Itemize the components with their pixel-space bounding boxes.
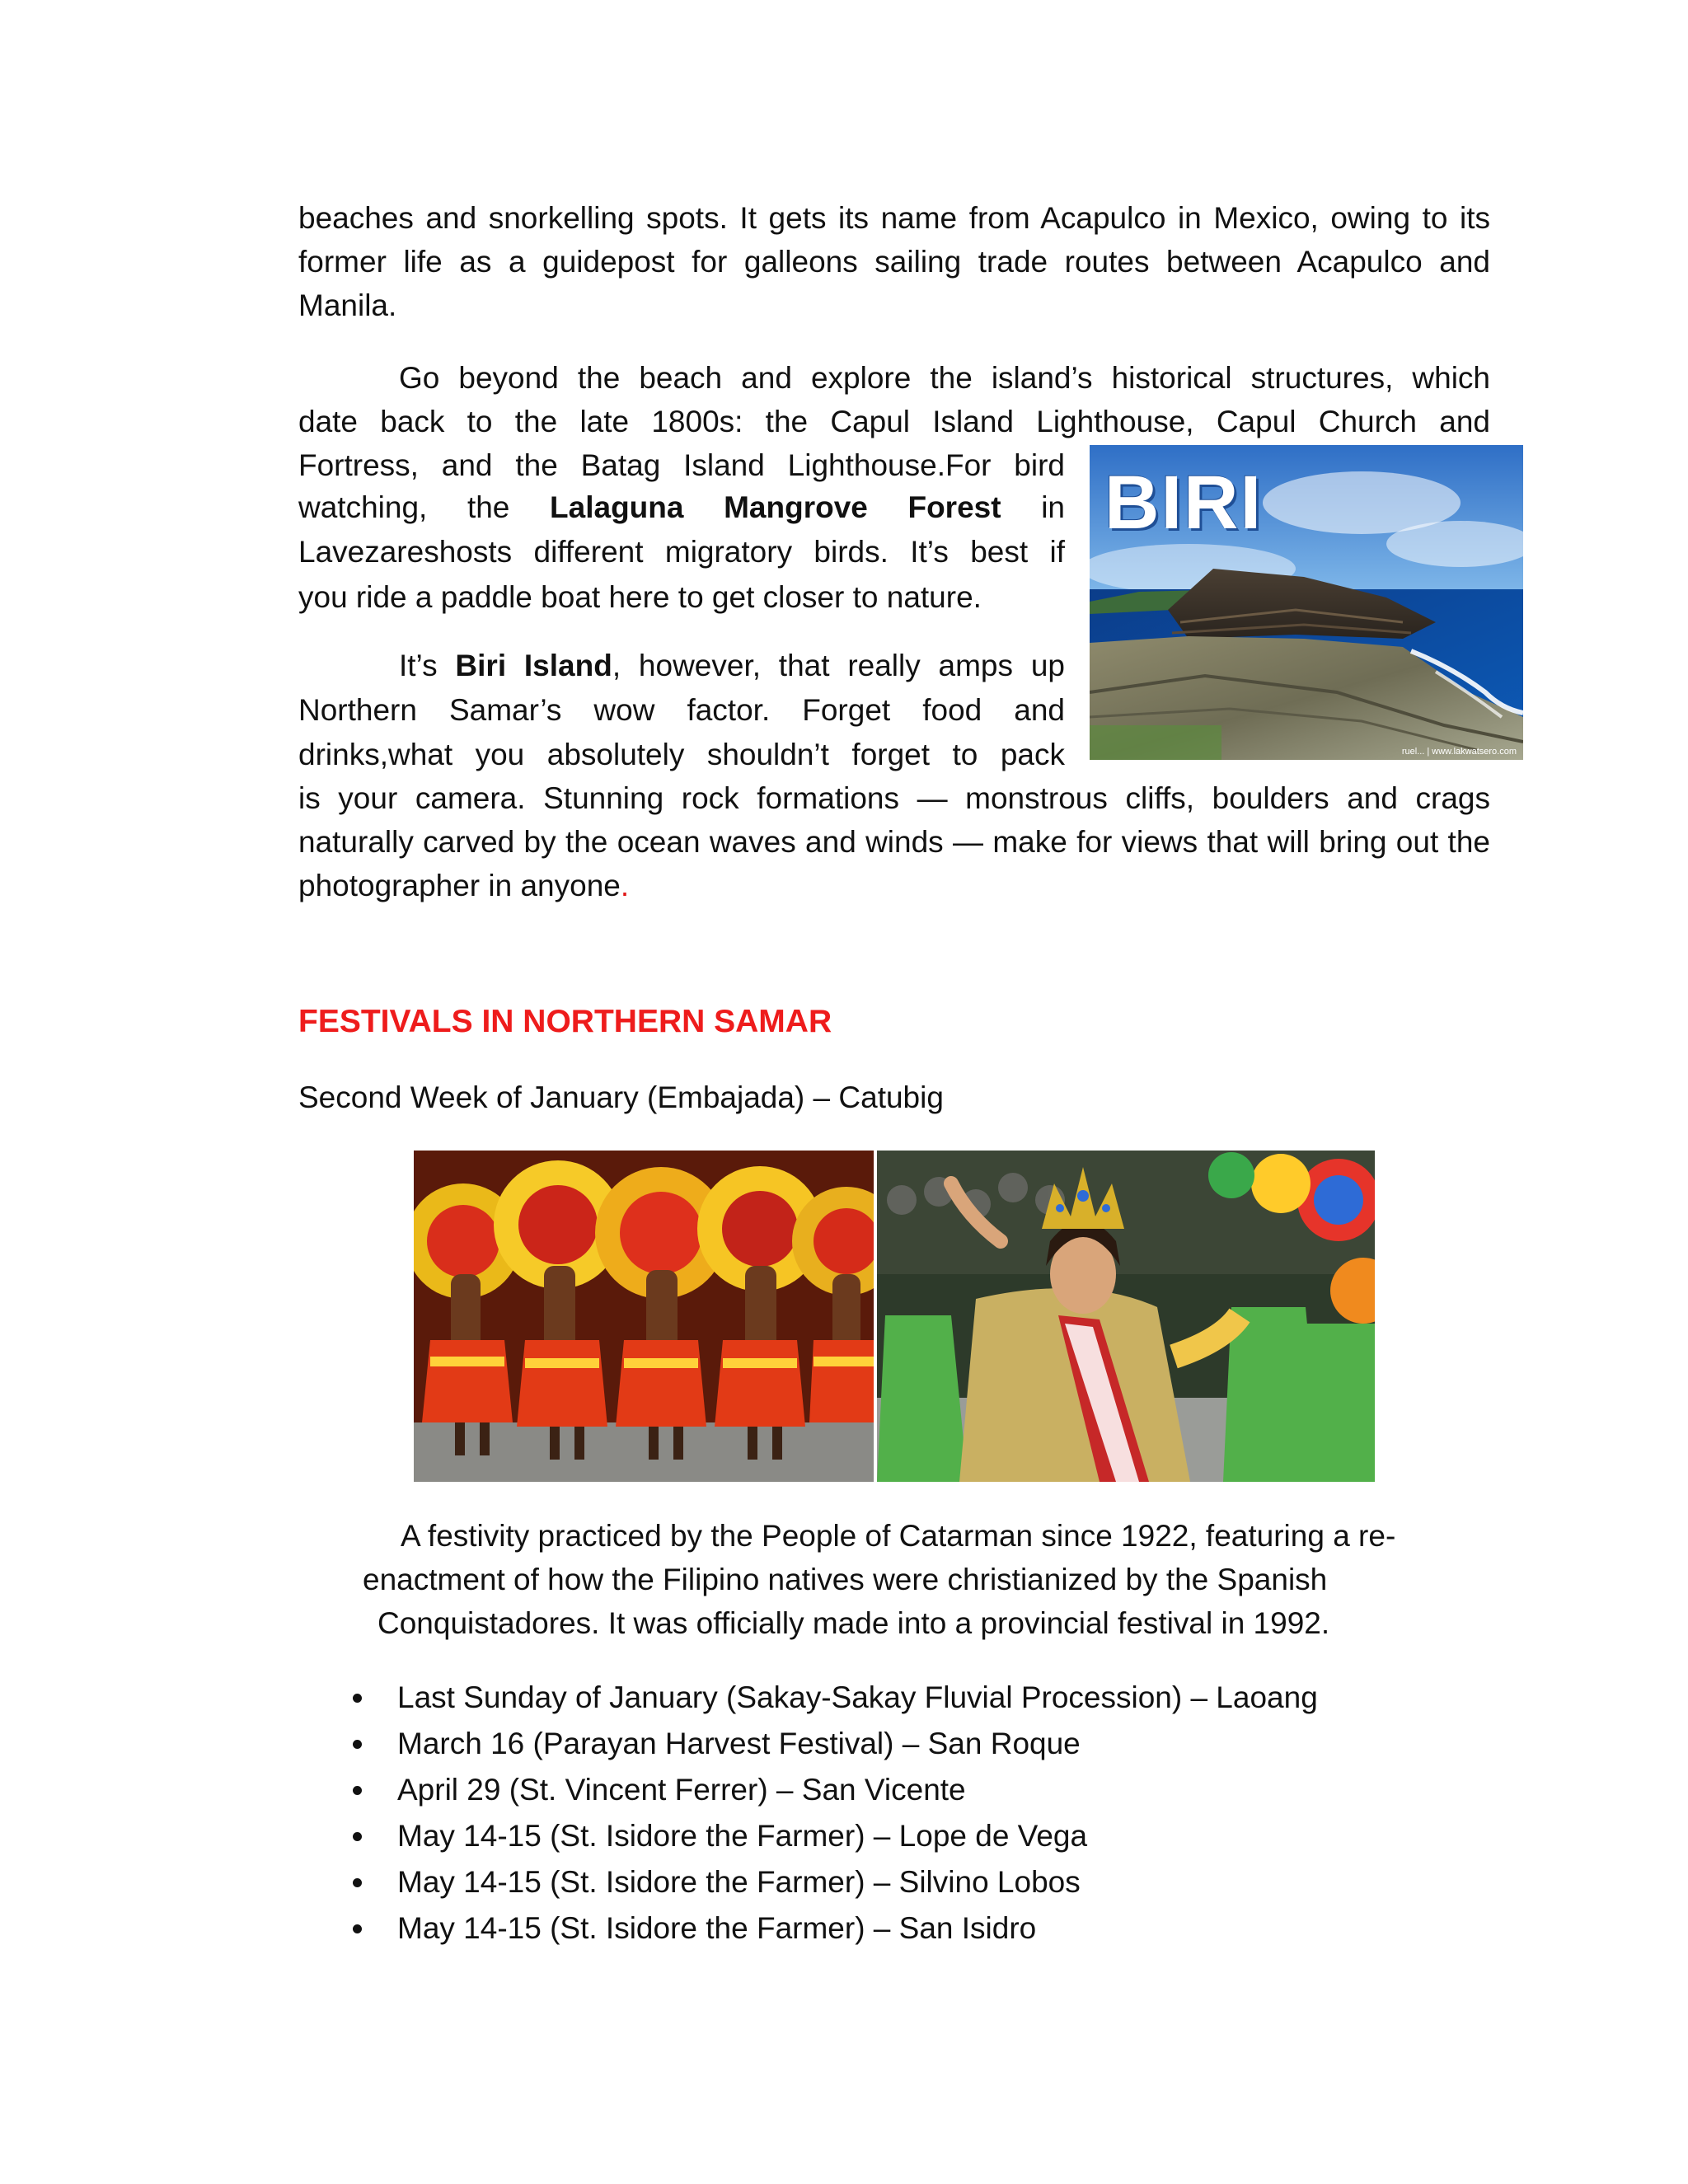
bullet-icon — [353, 1694, 362, 1703]
lalaguna-mangrove-forest: Lalaguna Mangrove Forest — [550, 490, 1001, 524]
list-item — [346, 1813, 1318, 1859]
festival-list — [346, 1675, 1318, 1952]
text-camera: is your camera. Stunning rock formations — monstrous cliffs, boulders and crags naturally carved by the ocean waves and winds — make for views that will bring out the photographer in anyone — [298, 781, 1490, 902]
list-item — [346, 1675, 1318, 1721]
biri-title: BIRI — [1104, 461, 1263, 545]
paragraph-historical-line3: Fortress, and the Batag Island Lighthouse.For bird — [298, 448, 1065, 482]
festival-item-text: April 29 (St. Vincent Ferrer) – San Vicente — [397, 1773, 966, 1807]
paragraph-biri-line3: drinks,what you absolutely shouldn’t forget to pack — [298, 738, 1065, 771]
bullet-icon — [353, 1740, 362, 1749]
red-period: . — [620, 869, 630, 902]
dancers-scene — [414, 1151, 874, 1482]
biri-island-photo — [1090, 445, 1523, 760]
bullet-icon — [353, 1786, 362, 1795]
bullet-icon — [353, 1924, 362, 1933]
festival-item-text: May 14-15 (St. Isidore the Farmer) – Lope de Vega — [397, 1819, 1088, 1853]
festival-item-text: Last Sunday of January (Sakay-Sakay Fluvial Procession) – Laoang — [397, 1680, 1318, 1714]
festival-item-text: May 14-15 (St. Isidore the Farmer) – San Isidro — [397, 1911, 1037, 1945]
text-in: in — [1001, 490, 1065, 524]
biri-island: Biri Island — [455, 649, 612, 682]
paragraph-historical-line6: you ride a paddle boat here to get closer to nature. — [298, 580, 982, 614]
embajada-description — [363, 1514, 1500, 1645]
festival-dancers-photo — [414, 1151, 874, 1482]
paragraph-mangrove-line — [298, 485, 1065, 529]
description-line1: A festivity practiced by the People of Catarman since 1922, featuring a re- — [401, 1519, 1396, 1553]
queen-scene — [877, 1151, 1375, 1482]
paragraph-biri-line1 — [298, 644, 1065, 687]
festivals-heading: FESTIVALS IN NORTHERN SAMAR — [298, 1004, 832, 1039]
paragraph-historical-line5: Lavezareshosts different migratory birds. It’s best if — [298, 535, 1065, 569]
bullet-icon — [353, 1878, 362, 1887]
text-its: It’s — [399, 649, 456, 682]
text-however: , however, that really amps up — [612, 649, 1065, 682]
list-item — [346, 1859, 1318, 1905]
list-item — [346, 1905, 1318, 1952]
list-item — [346, 1721, 1318, 1767]
description-line3: Conquistadores. It was officially made into a provincial festival in 1992. — [377, 1606, 1330, 1640]
festival-item-text: May 14-15 (St. Isidore the Farmer) – Silvino Lobos — [397, 1865, 1081, 1899]
description-line2: enactment of how the Filipino natives were christianized by the Spanish — [363, 1563, 1328, 1596]
text-watching: watching, the — [298, 490, 551, 524]
paragraph-biri-line2: Northern Samar’s wow factor. Forget food and — [298, 693, 1065, 727]
photo-credit: ruel... | www.lakwatsero.com — [1401, 747, 1517, 757]
embajada-subheading: Second Week of January (Embajada) – Catubig — [298, 1080, 944, 1114]
festival-queen-photo — [877, 1151, 1375, 1482]
bullet-icon — [353, 1832, 362, 1841]
paragraph-historical-line1: Go beyond the beach and explore the island’s historical structures, which — [399, 361, 1490, 395]
festival-item-text: March 16 (Parayan Harvest Festival) – San Roque — [397, 1727, 1081, 1760]
paragraph-biri-rest — [298, 776, 1490, 907]
paragraph-historical-line2: date back to the late 1800s: the Capul Island Lighthouse, Capul Church and — [298, 405, 1490, 438]
paragraph-acapulco: beaches and snorkelling spots. It gets its name from Acapulco in Mexico, owing to its former life as a guidepost for galleons sailing trade routes between Acapulco and Manila. — [298, 201, 1490, 322]
list-item — [346, 1767, 1318, 1813]
